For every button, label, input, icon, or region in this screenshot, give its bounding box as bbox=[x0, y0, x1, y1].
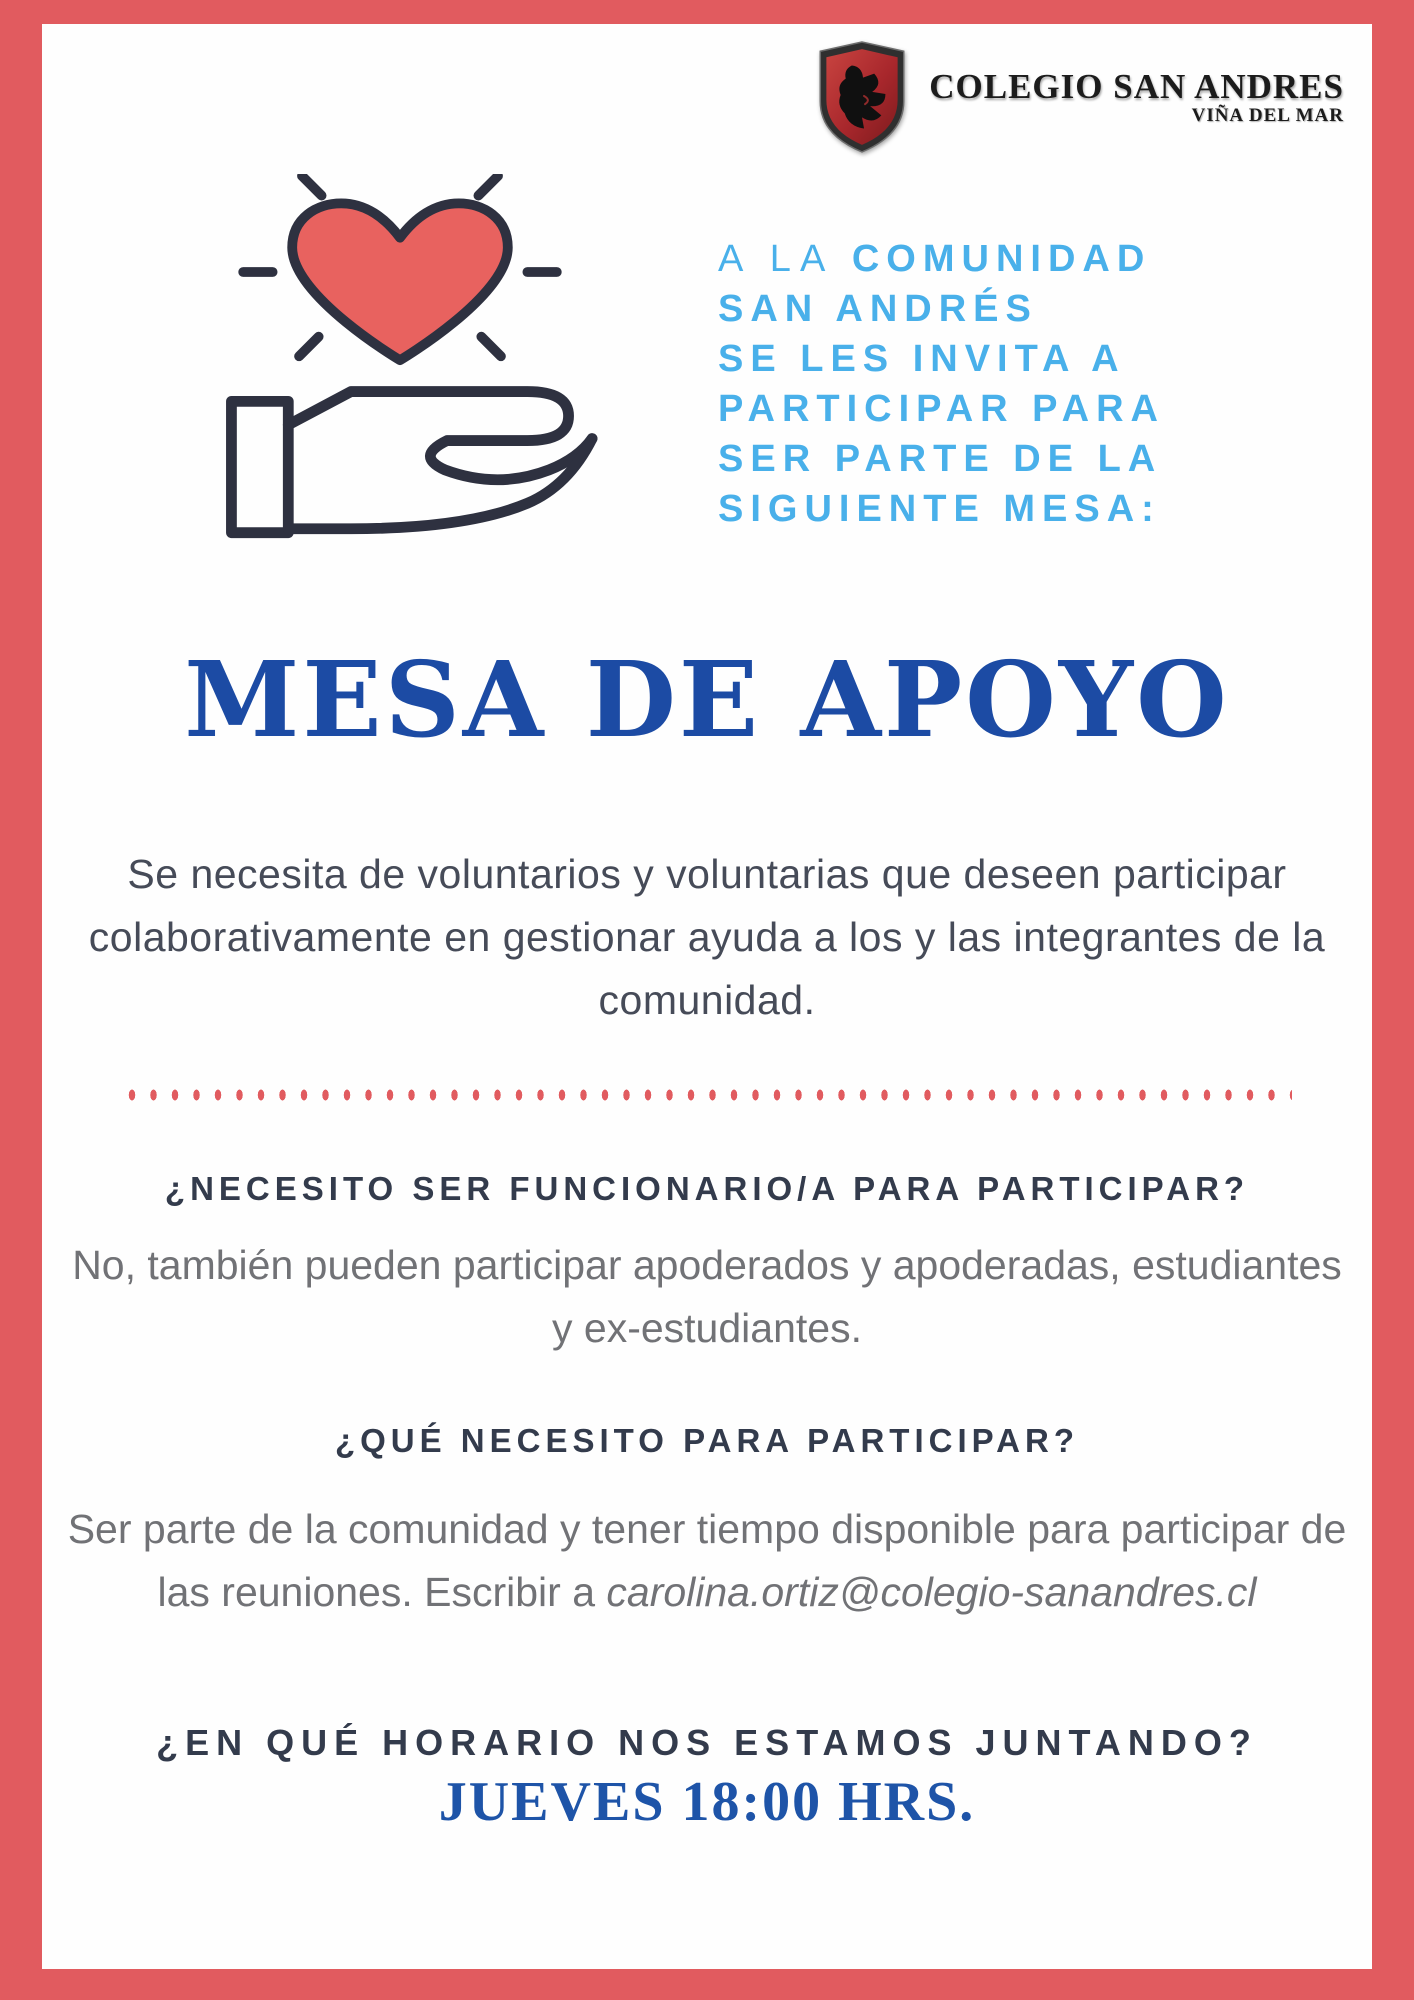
invitation-line: SER PARTE DE LA bbox=[718, 438, 1163, 480]
invitation-line: SAN ANDRÉS bbox=[718, 288, 1038, 330]
heart-in-hand-icon bbox=[200, 174, 600, 566]
school-location: VIÑA DEL MAR bbox=[1191, 105, 1344, 126]
school-name: COLEGIO SAN ANDRES bbox=[929, 67, 1344, 106]
hero-section bbox=[42, 174, 1372, 566]
header bbox=[42, 38, 1372, 156]
invitation-line1-bold: COMUNIDAD bbox=[851, 238, 1152, 280]
invitation-line: SIGUIENTE MESA: bbox=[718, 488, 1161, 530]
question-necesito-heading: ¿QUÉ NECESITO PARA PARTICIPAR? bbox=[334, 1422, 1080, 1459]
invitation-line bbox=[718, 234, 1165, 284]
answer-text: Ser parte de la comunidad y tener tiempo disponible para participar de las reuniones. Escribir a bbox=[67, 1506, 1347, 1615]
contact-email: carolina.ortiz@colegio-sanandres.cl bbox=[606, 1569, 1257, 1615]
invitation-line1-light: A LA bbox=[718, 238, 835, 280]
invitation-text bbox=[718, 234, 1165, 534]
shield-lion-icon bbox=[811, 40, 913, 154]
page-title: MESA DE APOYO bbox=[184, 638, 1230, 761]
question-funcionario-heading: ¿NECESITO SER FUNCIONARIO/A PARA PARTICIPAR? bbox=[164, 1170, 1250, 1207]
invitation-line: SE LES INVITA A bbox=[718, 338, 1126, 380]
dotted-divider bbox=[122, 1087, 1292, 1104]
question-necesito-answer bbox=[62, 1498, 1352, 1624]
question-horario-heading: ¿EN QUÉ HORARIO NOS ESTAMOS JUNTANDO? bbox=[156, 1722, 1258, 1763]
logo-text bbox=[929, 67, 1344, 127]
invitation-line: PARTICIPAR PARA bbox=[718, 388, 1165, 430]
question-funcionario-answer: No, también pueden participar apoderados y apoderadas, estudiantes y ex-estudiantes. bbox=[72, 1242, 1342, 1351]
meeting-schedule: JUEVES 18:00 HRS. bbox=[438, 1771, 976, 1833]
intro-paragraph: Se necesita de voluntarios y voluntarias que deseen participar colaborativamente en gestionar ayuda a los y las integrantes de la comunidad. bbox=[88, 851, 1326, 1023]
